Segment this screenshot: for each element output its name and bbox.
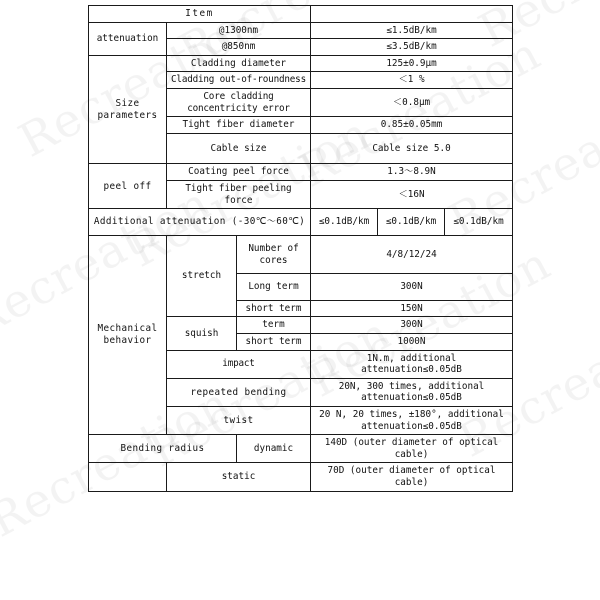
bending-radius-label: Bending radius (89, 435, 237, 463)
sub-param-value: 300N (311, 317, 513, 334)
section-label-attenuation: attenuation (89, 22, 167, 55)
sub-param-value: 150N (311, 300, 513, 317)
sub-param-label: short term (237, 300, 311, 317)
param-label: @850nm (167, 39, 311, 56)
param-value: 0.85±0.05mm (311, 117, 513, 134)
group-label-stretch: stretch (167, 235, 237, 316)
section-label-mechanical-behavior (89, 235, 167, 434)
param-value: ＜0.8μm (311, 89, 513, 117)
section-label-line2: behavior (103, 335, 152, 347)
sub-param-value: 300N (311, 274, 513, 301)
table-row (89, 164, 513, 181)
sub-param-value: 4/8/12/24 (311, 235, 513, 273)
sub-param-label: short term (237, 333, 311, 350)
header-item-label: Item (89, 6, 311, 23)
bending-radius-sub-label: static (167, 463, 311, 491)
param-label: Tight fiber diameter (167, 117, 311, 134)
bending-radius-sub-label: dynamic (237, 435, 311, 463)
group-label-squish: squish (167, 317, 237, 350)
section-label-line1: Mechanical (97, 323, 158, 335)
sub-param-label: Long term (237, 274, 311, 301)
param-label: Cladding diameter (167, 55, 311, 72)
param-value: ≤1.5dB/km (311, 22, 513, 39)
specification-table (88, 5, 513, 492)
additional-attenuation-value: ≤0.1dB/km (445, 209, 513, 236)
sub-param-label: Number of cores (237, 235, 311, 273)
mechanical-row-label: impact (167, 350, 311, 378)
table-row (89, 55, 513, 72)
table-row-additional-attenuation (89, 209, 513, 236)
param-label: Coating peel force (167, 164, 311, 181)
mechanical-row-value: 1N.m, additional attenuation≤0.05dB (311, 350, 513, 378)
table-row-header (89, 6, 513, 23)
bending-radius-value: 70D (outer diameter of optical cable) (311, 463, 513, 491)
param-value: ＜16N (311, 181, 513, 209)
additional-attenuation-value: ≤0.1dB/km (378, 209, 445, 236)
table-row-bending-radius (89, 435, 513, 463)
spec-table-container (88, 5, 512, 492)
bending-radius-empty-cell (89, 463, 167, 491)
mechanical-row-label: twist (167, 407, 311, 435)
param-label: Tight fiber peeling force (167, 181, 311, 209)
mechanical-row-value: 20N, 300 times, additional attenuation≤0.05dB (311, 378, 513, 406)
param-value: ＜1 % (311, 72, 513, 89)
additional-attenuation-label: Additional attenuation (-30℃～60℃) (89, 209, 311, 236)
mechanical-row-label: repeated bending (167, 378, 311, 406)
bending-radius-value: 140D (outer diameter of optical cable) (311, 435, 513, 463)
param-value: ≤3.5dB/km (311, 39, 513, 56)
section-label-size-parameters (89, 55, 167, 164)
mechanical-row-value: 20 N, 20 times, ±180°, additional attenuation≤0.05dB (311, 407, 513, 435)
header-value-label (311, 6, 513, 23)
table-row (89, 22, 513, 39)
param-label: Core cladding concentricity error (167, 89, 311, 117)
param-value: Cable size 5.0 (311, 133, 513, 164)
param-label: Cladding out-of-roundness (167, 72, 311, 89)
param-label: Cable size (167, 133, 311, 164)
section-label-line2: parameters (97, 109, 158, 121)
section-label-line1: Size (115, 98, 140, 110)
section-label-peel-off: peel off (89, 164, 167, 209)
param-label: @1300nm (167, 22, 311, 39)
param-value: 125±0.9μm (311, 55, 513, 72)
sub-param-label: term (237, 317, 311, 334)
table-row-bending-radius-static (89, 463, 513, 491)
additional-attenuation-value: ≤0.1dB/km (311, 209, 378, 236)
table-row (89, 235, 513, 273)
sub-param-value: 1000N (311, 333, 513, 350)
param-value: 1.3～8.9N (311, 164, 513, 181)
